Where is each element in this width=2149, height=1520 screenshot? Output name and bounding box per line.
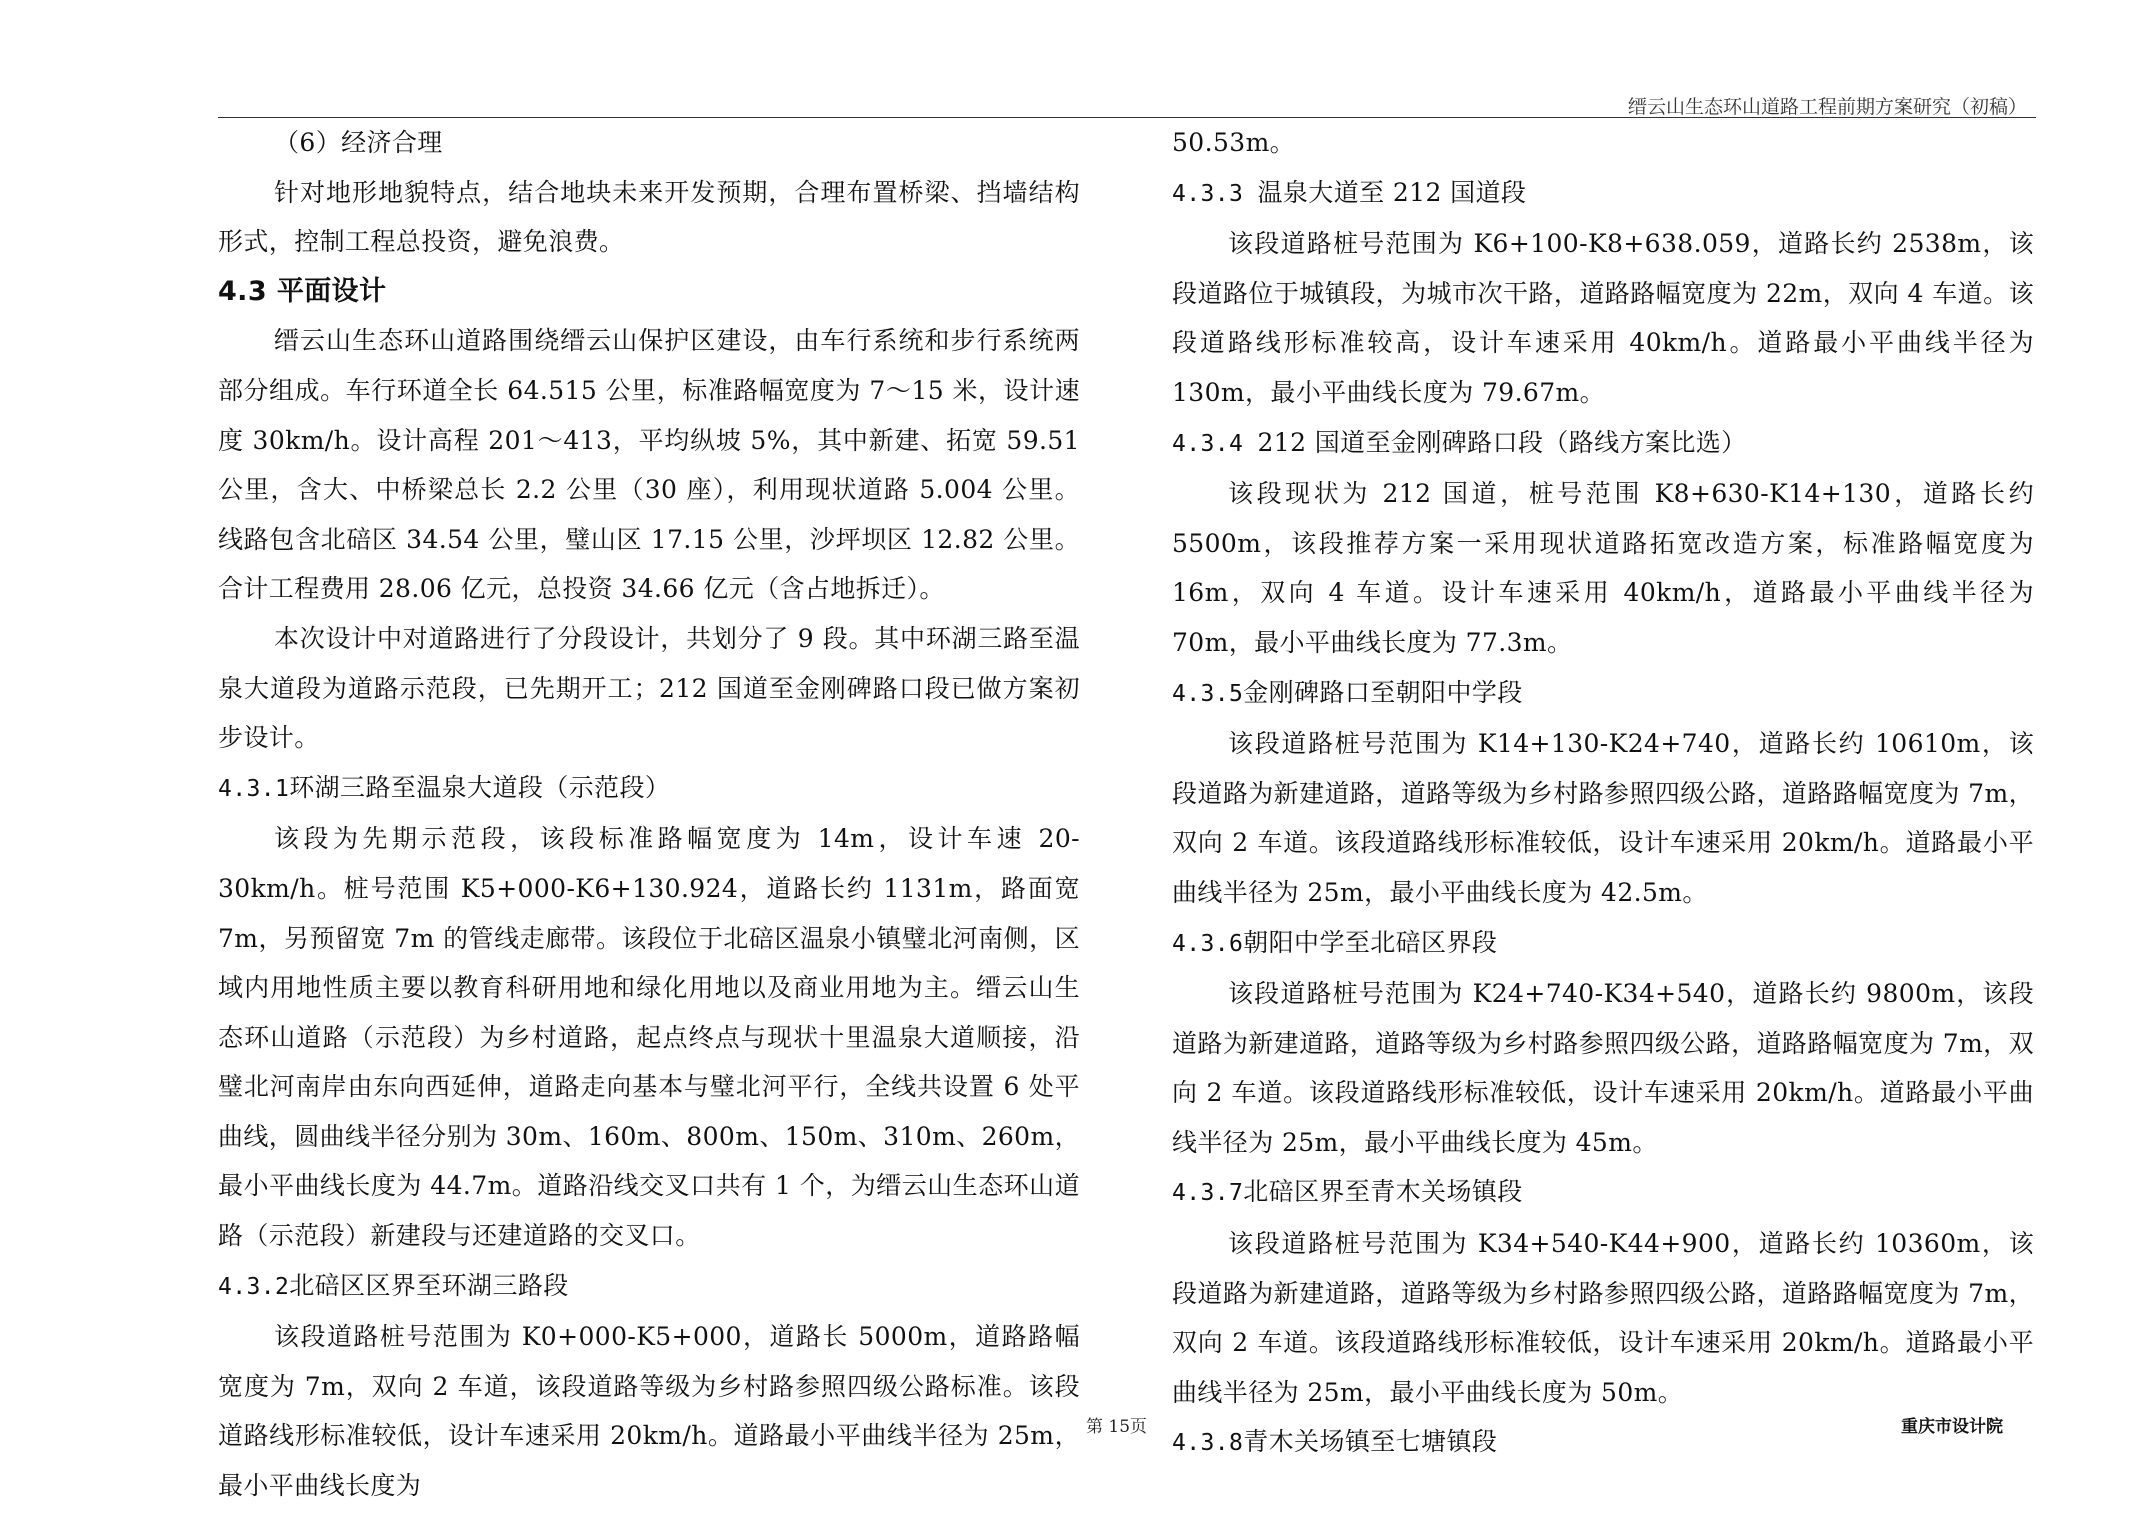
section-title: 北碚区界至青木关场镇段 (1243, 1177, 1523, 1207)
section-number: 4.3.3 (1172, 180, 1244, 207)
page-number: 第 15页 (1086, 1417, 1148, 1437)
section-4-3-3-heading (1172, 168, 2034, 220)
header-title: 缙云山生态环山道路工程前期方案研究（初稿） (1627, 96, 2027, 118)
section-title: 温泉大道至 212 国道段 (1257, 177, 1527, 207)
section-title: 212 国道至金刚碑路口段（路线方案比选） (1257, 427, 1747, 457)
section-number: 4.3.2 (218, 1273, 290, 1300)
section-title: 金刚碑路口至朝阳中学段 (1243, 677, 1523, 707)
section-4-3-4-heading (1172, 418, 2034, 470)
section-number: 4.3.8 (1172, 1430, 1244, 1457)
section-4-3-7-heading (1172, 1167, 2034, 1219)
section-number: 4.3.6 (1172, 930, 1244, 957)
section-4-3-5-heading (1172, 668, 2034, 720)
section-4-3-1-heading (218, 763, 1080, 815)
right-column (1172, 118, 2034, 1469)
paragraph-4-3-6: 该段道路桩号范围为 K24+740-K34+540，道路长约 9800m，该段道路为新建道路，道路等级为乡村路参照四级公路，道路路幅宽度为 7m，双向 2 车道。该段道路线形标准较低，设计车速采用 20km/h。道路最小平曲线半径为 25m，最小平曲线长度为 45m。 (1172, 979, 2034, 1157)
item-6-heading: （6）经济合理 (274, 128, 443, 157)
footer-organization: 重庆市设计院 (1901, 1417, 2003, 1437)
section-number: 4.3.7 (1172, 1180, 1244, 1207)
paragraph-4-3-3: 该段道路桩号范围为 K6+100-K8+638.059，道路长约 2538m，该段道路位于城镇段，为城市次干路，道路路幅宽度为 22m，双向 4 车道。该段道路线形标准较高，设计车速采用 40km/h。道路最小平曲线半径为 130m，最小平曲线长度为 79.67m。 (1172, 229, 2034, 407)
section-title: 青木关场镇至七塘镇段 (1243, 1427, 1498, 1457)
section-title: 环湖三路至温泉大道段（示范段） (289, 772, 671, 802)
paragraph-4-3-overview: 缙云山生态环山道路围绕缙云山保护区建设，由车行系统和步行系统两部分组成。车行环道全长 64.515 公里，标准路幅宽度为 7～15 米，设计速度 30km/h。设计高程 201～413，平均纵坡 5%，其中新建、拓宽 59.51 公里，含大、中桥梁总长 2.2 公里（30 座），利用现状道路 5.004 公里。线路包含北碚区 34.54 公里，璧山区 17.15 公里，沙坪坝区 12.82 公里。合计工程费用 28.06 亿元，总投资 34.66 亿元（含占地拆迁）。 (218, 326, 1080, 604)
section-4-3-heading: 4.3 平面设计 (218, 275, 387, 307)
paragraph-economy: 针对地形地貌特点，结合地块未来开发预期，合理布置桥梁、挡墙结构形式，控制工程总投资，避免浪费。 (218, 177, 1080, 257)
section-4-3-2-heading (218, 1261, 1080, 1313)
left-column (218, 118, 1080, 1511)
paragraph-4-3-segments: 本次设计中对道路进行了分段设计，共划分了 9 段。其中环湖三路至温泉大道段为道路示范段，已先期开工；212 国道至金刚碑路口段已做方案初步设计。 (218, 623, 1080, 753)
paragraph-4-3-1: 该段为先期示范段，该段标准路幅宽度为 14m，设计车速 20-30km/h。桩号范围 K5+000-K6+130.924，道路长约 1131m，路面宽 7m，另预留宽 7m 的管线走廊带。该段位于北碚区温泉小镇璧北河南侧，区域内用地性质主要以教育科研用地和绿化用地以及商业用地为主。缙云山生态环山道路（示范段）为乡村道路，起点终点与现状十里温泉大道顺接，沿璧北河南岸由东向西延伸，道路走向基本与璧北河平行，全线共设置 6 处平曲线，圆曲线半径分别为 30m、160m、800m、150m、310m、260m，最小平曲线长度为 44.7m。道路沿线交叉口共有 1 个，为缙云山生态环山道路（示范段）新建段与还建道路的交叉口。 (218, 824, 1080, 1251)
paragraph-4-3-2: 该段道路桩号范围为 K0+000-K5+000，道路长 5000m，道路路幅宽度为 7m，双向 2 车道，该段道路等级为乡村路参照四级公路标准。该段道路线形标准较低，设计车速采用 20km/h。道路最小平曲线半径为 25m，最小平曲线长度为 (218, 1322, 1080, 1501)
section-number: 4.3.4 (1172, 430, 1244, 457)
paragraph-4-3-5: 该段道路桩号范围为 K14+130-K24+740，道路长约 10610m，该段道路为新建道路，道路等级为乡村路参照四级公路，道路路幅宽度为 7m，双向 2 车道。该段道路线形标准较低，设计车速采用 20km/h。道路最小平曲线半径为 25m，最小平曲线长度为 42.5m。 (1172, 729, 2034, 907)
section-4-3-6-heading (1172, 918, 2034, 970)
section-number: 4.3.5 (1172, 680, 1244, 707)
paragraph-4-3-4: 该段现状为 212 国道，桩号范围 K8+630-K14+130，道路长约 5500m，该段推荐方案一采用现状道路拓宽改造方案，标准路幅宽度为 16m，双向 4 车道。设计车速采用 40km/h，道路最小平曲线半径为 70m，最小平曲线长度为 77.3m。 (1172, 479, 2034, 657)
paragraph-4-3-7: 该段道路桩号范围为 K34+540-K44+900，道路长约 10360m，该段道路为新建道路，道路等级为乡村路参照四级公路，道路路幅宽度为 7m，双向 2 车道。该段道路线形标准较低，设计车速采用 20km/h。道路最小平曲线半径为 25m，最小平曲线长度为 50m。 (1172, 1229, 2034, 1407)
section-title: 朝阳中学至北碚区界段 (1243, 927, 1498, 957)
section-number: 4.3.1 (218, 775, 290, 802)
section-title: 北碚区区界至环湖三路段 (289, 1270, 569, 1300)
paragraph-continuation: 50.53m。 (1172, 128, 1296, 157)
